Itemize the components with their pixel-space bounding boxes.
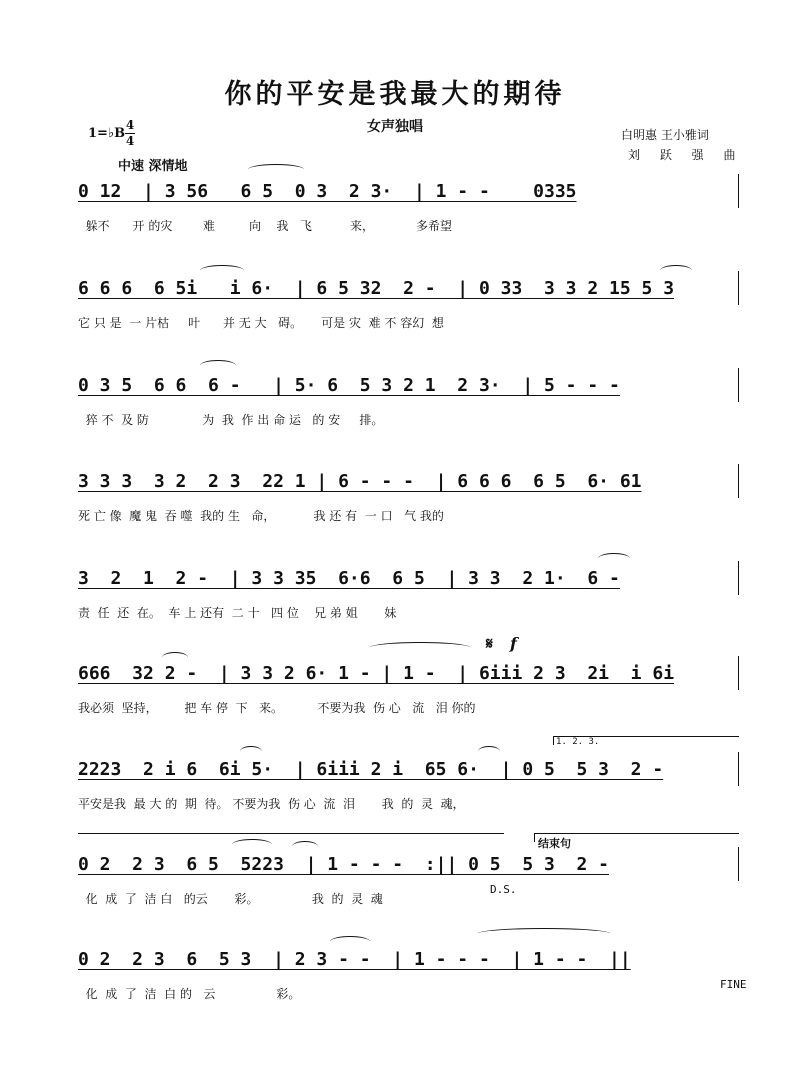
lyrics-line-5: 责 任 还 在。 车 上 还有 二 十 四 位 兄 弟 姐 妹 [78, 606, 397, 620]
time-signature [125, 118, 135, 148]
segno-icon: 𝄋 [486, 634, 493, 653]
dynamic-mark: f [510, 634, 517, 653]
notes-line-6: 666 32 2 - | 3 3 2 6· 1 - | 1 - | 6iii 2 3 2i i 6i [78, 663, 675, 684]
lyrics-line-6: 我必须 坚持， 把 车 停 下 来。 不要为我 伤 心 流 泪 你的 [78, 701, 476, 715]
key-signature: 1=♭B [88, 126, 126, 141]
lyrics-line-3: 猝 不 及 防 为 我 作 出 命 运 的 安 排。 [78, 413, 384, 427]
slur [660, 265, 692, 276]
ds-mark: D.S. [490, 883, 517, 896]
score-line-2 [0, 277, 790, 372]
slur [200, 360, 236, 371]
score-line-3 [0, 374, 790, 469]
subtitle: 女声独唱 [367, 119, 423, 135]
score-line-1 [0, 180, 790, 275]
score-line-9 [0, 948, 790, 1043]
lyrics-line-7: 平安是我 最 大 的 期 待。 不要为我 伤 心 流 泪 我 的 灵 魂， [78, 797, 465, 811]
lyrics-line-4: 死 亡 像 魔 鬼 吞 噬 我的 生 命， 我 还 有 一 口 气 我的 [78, 509, 444, 523]
time-top: 4 [125, 118, 135, 132]
notes-line-4: 3 3 3 3 2 2 3 22 1 | 6 - - - | 6 6 6 6 5 6· 61 [78, 471, 642, 492]
lyrics-line-2: 它 只 是 一 片枯 叶 并 无 大 碍。 可是 灾 难 不 容幻 想 [78, 316, 444, 330]
notes-line-9: 0 2 2 3 6 5 3 | 2 3 - - | 1 - - - | 1 - - || [78, 949, 631, 970]
notes-line-1: 0 12 | 3 56 6 5 0 3 2 3· | 1 - - 0335 [78, 181, 577, 202]
fine-mark: FINE [720, 978, 747, 991]
score-line-8 [0, 837, 790, 948]
notes-line-7: 2223 2 i 6 6i 5· | 6iii 2 i 65 6· | 0 5 5 3 2 - [78, 759, 664, 780]
barline [738, 271, 739, 305]
score-line-4 [0, 470, 790, 565]
slur [200, 265, 244, 276]
ending-bracket [78, 833, 504, 842]
ending-final-label: 结束句 [538, 837, 571, 850]
lyrics-line-1: 躲不 开 的灾 难 向 我 飞 来， 多希望 [78, 219, 452, 233]
composer-credit: 刘 跃 强 曲 [628, 148, 744, 162]
barline [738, 368, 739, 402]
slur [292, 841, 318, 852]
notes-line-5: 3 2 1 2 - | 3 3 35 6·6 6 5 | 3 3 2 1· 6 - [78, 568, 620, 589]
slur [478, 928, 610, 939]
slur [598, 553, 630, 564]
ending-123-label: 1. 2. 3. [556, 737, 600, 747]
barline [738, 464, 739, 498]
notes-line-2: 6 6 6 6 5i i 6· | 6 5 32 2 - | 0 33 3 3 2 15 5 3 [78, 278, 675, 299]
lyrics-line-9: 化 成 了 洁 白 的 云 彩。 [78, 987, 301, 1001]
tempo-marking: 中速 深情地 [118, 159, 188, 174]
barline [738, 561, 739, 595]
slur [240, 746, 262, 757]
slur [330, 936, 370, 947]
notes-line-3: 0 3 5 6 6 6 - | 5· 6 5 3 2 1 2 3· | 5 - - - [78, 375, 620, 396]
slur [478, 746, 500, 757]
lyricist-credit: 白明惠 王小雅词 [621, 128, 709, 142]
slur [370, 642, 470, 653]
slur [232, 839, 272, 850]
page-title: 你的平安是我最大的期待 [224, 79, 566, 110]
time-bottom: 4 [125, 134, 135, 148]
lyrics-line-8: 化 成 了 洁 白 的云 彩。 我 的 灵 魂 [78, 892, 383, 906]
barline [738, 174, 739, 208]
notes-line-8: 0 2 2 3 6 5 5223 | 1 - - - :|| 0 5 5 3 2 - [78, 854, 610, 875]
barline [738, 847, 739, 881]
barline [738, 752, 739, 786]
barline [738, 656, 739, 690]
slur [248, 164, 304, 175]
slur [162, 652, 188, 663]
